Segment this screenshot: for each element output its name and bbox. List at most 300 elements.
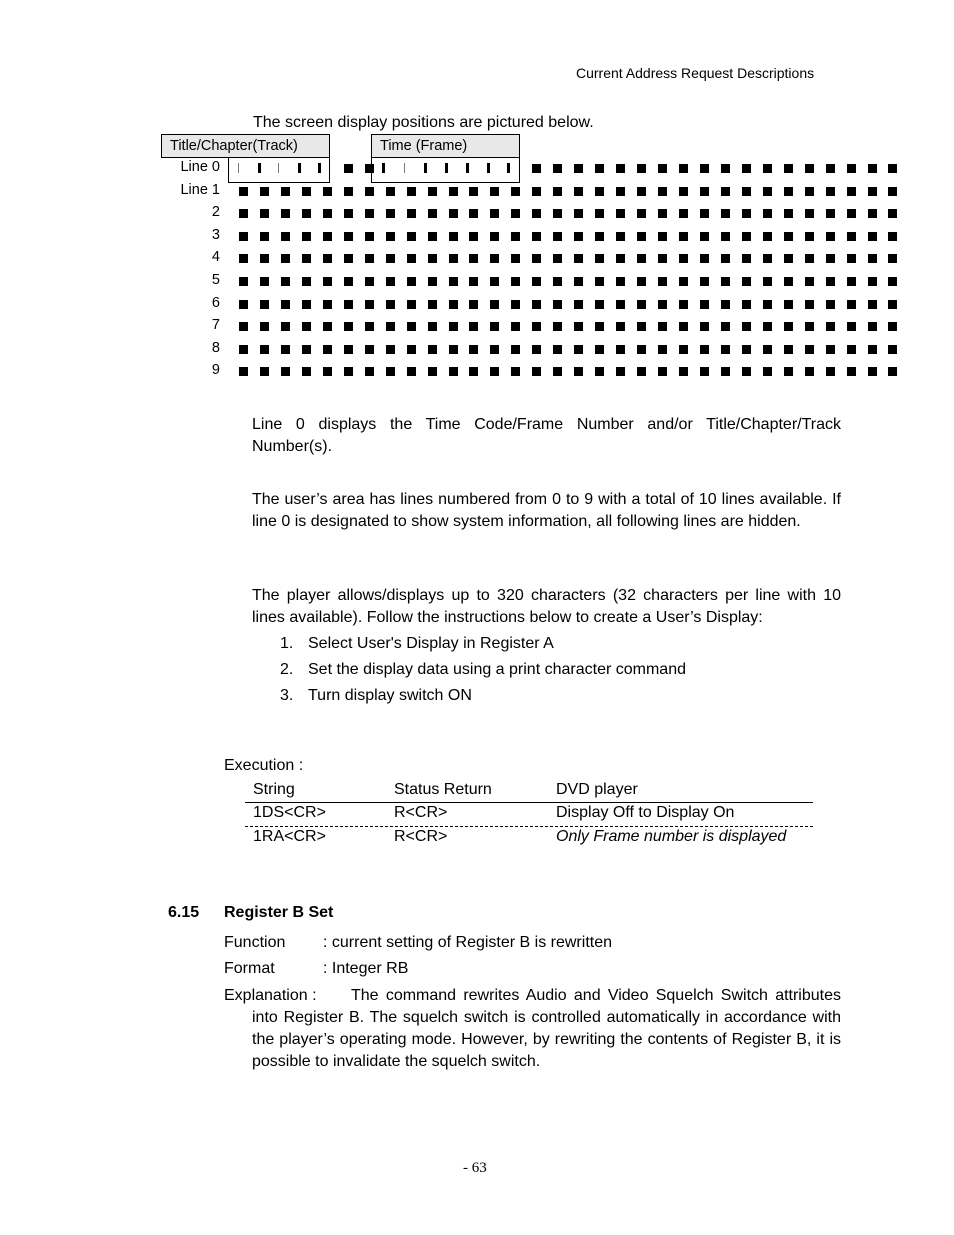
display-position: [490, 300, 499, 309]
info-cell-mark: [487, 163, 490, 173]
display-position: [428, 300, 437, 309]
display-position: [344, 187, 353, 196]
display-position: [469, 345, 478, 354]
display-position: [574, 300, 583, 309]
display-position: [260, 232, 269, 241]
display-position: [679, 209, 688, 218]
display-position: [511, 322, 520, 331]
format-value: : Integer RB: [323, 960, 409, 977]
display-position: [742, 367, 751, 376]
display-position: [700, 232, 709, 241]
display-position: [260, 209, 269, 218]
display-position: [428, 232, 437, 241]
display-position: [386, 345, 395, 354]
row-label: 8: [211, 339, 220, 356]
display-position: [700, 300, 709, 309]
display-position: [637, 164, 646, 173]
display-position: [344, 300, 353, 309]
display-position: [721, 367, 730, 376]
display-position: [616, 345, 625, 354]
info-cell-mark: [445, 163, 448, 173]
display-position: [805, 254, 814, 263]
display-position: [805, 322, 814, 331]
display-position: [407, 187, 416, 196]
table-cell: 1RA<CR>: [253, 828, 326, 845]
display-position: [784, 209, 793, 218]
display-position: [365, 322, 374, 331]
display-position: [239, 277, 248, 286]
display-position: [700, 277, 709, 286]
display-position: [490, 277, 499, 286]
display-position: [532, 209, 541, 218]
display-position: [428, 345, 437, 354]
display-position: [595, 187, 604, 196]
display-position: [637, 209, 646, 218]
display-position: [742, 345, 751, 354]
display-position: [323, 345, 332, 354]
display-position: [449, 322, 458, 331]
display-position: [847, 322, 856, 331]
display-position: [888, 232, 897, 241]
display-position: [344, 367, 353, 376]
display-position: [344, 345, 353, 354]
display-position: [407, 345, 416, 354]
display-position: [449, 187, 458, 196]
display-position: [344, 209, 353, 218]
display-position: [428, 277, 437, 286]
display-position: [553, 187, 562, 196]
display-position: [428, 322, 437, 331]
display-position: [553, 367, 562, 376]
display-position: [407, 322, 416, 331]
display-position: [469, 254, 478, 263]
time-frame-box-label: Time (Frame): [371, 134, 520, 158]
display-position: [281, 254, 290, 263]
display-position: [888, 164, 897, 173]
display-position: [469, 187, 478, 196]
display-position: [302, 254, 311, 263]
display-position: [721, 209, 730, 218]
display-position: [784, 254, 793, 263]
display-position: [302, 209, 311, 218]
column-header-status: Status Return: [394, 781, 492, 798]
display-position: [574, 164, 583, 173]
display-position: [847, 254, 856, 263]
display-position: [805, 367, 814, 376]
display-position: [763, 300, 772, 309]
display-position: [763, 345, 772, 354]
display-position: [763, 187, 772, 196]
display-position: [449, 254, 458, 263]
display-position: [763, 209, 772, 218]
display-position: [868, 209, 877, 218]
display-position: [868, 277, 877, 286]
display-position: [281, 322, 290, 331]
display-position: [553, 345, 562, 354]
display-position: [868, 300, 877, 309]
display-position: [386, 322, 395, 331]
title-chapter-box-label: Title/Chapter(Track): [161, 134, 330, 158]
table-cell: 1DS<CR>: [253, 804, 326, 821]
display-position: [658, 322, 667, 331]
display-position: [868, 164, 877, 173]
display-position: [721, 300, 730, 309]
display-position: [365, 367, 374, 376]
display-position: [721, 254, 730, 263]
display-position: [888, 345, 897, 354]
display-position: [826, 232, 835, 241]
display-position: [637, 300, 646, 309]
display-position: [323, 367, 332, 376]
display-position: [742, 300, 751, 309]
display-position: [407, 277, 416, 286]
function-value: : current setting of Register B is rewritten: [323, 934, 612, 951]
info-cell-mark: [404, 163, 405, 173]
display-position: [490, 367, 499, 376]
display-position: [616, 209, 625, 218]
display-position: [784, 187, 793, 196]
display-position: [679, 254, 688, 263]
display-position: [281, 345, 290, 354]
display-position: [658, 232, 667, 241]
display-position: [826, 345, 835, 354]
display-position: [532, 367, 541, 376]
row-label: Line 0: [180, 159, 220, 175]
display-position: [469, 322, 478, 331]
display-position: [344, 232, 353, 241]
screen-position-diagram: [0, 0, 954, 400]
display-position: [826, 209, 835, 218]
display-position: [868, 254, 877, 263]
display-position: [239, 209, 248, 218]
execution-label: Execution :: [224, 757, 304, 774]
display-position: [407, 367, 416, 376]
display-position: [365, 277, 374, 286]
display-position: [721, 232, 730, 241]
display-position: [281, 209, 290, 218]
row-label: 6: [211, 294, 220, 311]
display-position: [386, 232, 395, 241]
display-position: [302, 345, 311, 354]
display-position: [344, 164, 353, 173]
display-position: [805, 345, 814, 354]
column-header-dvd: DVD player: [556, 781, 638, 798]
display-position: [679, 345, 688, 354]
display-position: [407, 232, 416, 241]
section-number: 6.15: [168, 904, 200, 921]
display-position: [532, 300, 541, 309]
display-position: [784, 277, 793, 286]
display-position: [386, 187, 395, 196]
display-position: [490, 187, 499, 196]
display-position: [574, 277, 583, 286]
table-row-rule: [245, 826, 813, 827]
list-item: 1. Select User's Display in Register A: [280, 635, 554, 652]
display-position: [721, 345, 730, 354]
display-position: [553, 254, 562, 263]
display-position: [511, 345, 520, 354]
display-position: [511, 232, 520, 241]
display-position: [616, 277, 625, 286]
display-position: [616, 254, 625, 263]
display-position: [469, 277, 478, 286]
display-position: [532, 187, 541, 196]
display-position: [281, 277, 290, 286]
display-position: [658, 277, 667, 286]
display-position: [595, 345, 604, 354]
display-position: [239, 187, 248, 196]
info-cell-mark: [278, 163, 279, 173]
display-position: [763, 232, 772, 241]
display-position: [888, 367, 897, 376]
display-position: [281, 232, 290, 241]
row-label: 2: [211, 204, 220, 221]
display-position: [721, 322, 730, 331]
display-position: [553, 300, 562, 309]
display-position: [888, 209, 897, 218]
display-position: [239, 232, 248, 241]
display-position: [386, 277, 395, 286]
display-position: [616, 300, 625, 309]
display-position: [700, 209, 709, 218]
display-position: [742, 277, 751, 286]
row-label: 4: [211, 249, 220, 266]
display-position: [658, 300, 667, 309]
display-position: [595, 254, 604, 263]
row-label: 9: [211, 362, 220, 379]
display-position: [847, 367, 856, 376]
display-position: [511, 277, 520, 286]
row-label: 7: [211, 317, 220, 334]
display-position: [742, 322, 751, 331]
display-position: [847, 277, 856, 286]
display-position: [386, 209, 395, 218]
display-position: [532, 345, 541, 354]
display-position: [784, 322, 793, 331]
page-number: - 63: [463, 1160, 487, 1176]
display-position: [595, 367, 604, 376]
display-position: [637, 187, 646, 196]
display-position: [637, 367, 646, 376]
display-position: [637, 254, 646, 263]
display-position: [847, 164, 856, 173]
display-position: [595, 209, 604, 218]
display-position: [469, 367, 478, 376]
display-position: [784, 300, 793, 309]
display-position: [742, 232, 751, 241]
display-position: [532, 277, 541, 286]
display-position: [490, 254, 499, 263]
display-position: [658, 254, 667, 263]
display-position: [868, 187, 877, 196]
display-position: [281, 300, 290, 309]
display-position: [658, 187, 667, 196]
display-position: [449, 209, 458, 218]
display-position: [595, 232, 604, 241]
display-position: [365, 300, 374, 309]
display-position: [239, 254, 248, 263]
list-item: 2. Set the display data using a print character command: [280, 661, 686, 678]
display-position: [302, 187, 311, 196]
display-position: [868, 232, 877, 241]
display-position: [574, 345, 583, 354]
row-label: 5: [211, 272, 220, 288]
display-position: [302, 367, 311, 376]
display-position: [847, 300, 856, 309]
display-position: [826, 187, 835, 196]
display-position: [595, 322, 604, 331]
table-cell: Display Off to Display On: [556, 804, 735, 821]
display-position: [239, 300, 248, 309]
display-position: [511, 300, 520, 309]
display-position: [637, 277, 646, 286]
title-chapter-cells: [228, 157, 330, 183]
display-position: [595, 300, 604, 309]
display-position: [805, 300, 814, 309]
display-position: [574, 209, 583, 218]
display-position: [888, 300, 897, 309]
display-position: [365, 345, 374, 354]
display-position: [847, 232, 856, 241]
display-position: [386, 300, 395, 309]
display-position: [805, 232, 814, 241]
display-position: [469, 300, 478, 309]
display-position: [784, 232, 793, 241]
display-position: [679, 300, 688, 309]
display-position: [407, 209, 416, 218]
display-position: [679, 322, 688, 331]
display-position: [826, 277, 835, 286]
display-position: [344, 322, 353, 331]
display-position: [365, 209, 374, 218]
display-position: [742, 164, 751, 173]
display-position: [260, 300, 269, 309]
display-position: [449, 367, 458, 376]
display-position: [532, 322, 541, 331]
display-position: [490, 322, 499, 331]
display-position: [260, 322, 269, 331]
display-position: [721, 277, 730, 286]
display-position: [763, 367, 772, 376]
display-position: [595, 277, 604, 286]
display-position: [260, 367, 269, 376]
display-position: [532, 164, 541, 173]
list-item: 3. Turn display switch ON: [280, 687, 472, 704]
running-header: Current Address Request Descriptions: [576, 65, 815, 81]
display-position: [260, 345, 269, 354]
display-position: [407, 254, 416, 263]
display-position: [826, 254, 835, 263]
display-position: [511, 254, 520, 263]
display-position: [365, 254, 374, 263]
display-position: [323, 209, 332, 218]
display-position: [826, 300, 835, 309]
display-position: [428, 254, 437, 263]
display-position: [323, 187, 332, 196]
table-cell: Only Frame number is displayed: [556, 828, 787, 845]
display-position: [469, 232, 478, 241]
display-position: [721, 164, 730, 173]
display-position: [386, 254, 395, 263]
explanation-text: The command rewrites Audio and Video Squelch Switch attributes into Register B. The squelch switch is controlled automatically in accordance with the player’s operating mode. However, by rewriting the contents of Register B, it is possible to invalidate the squelch switch.: [252, 987, 841, 1070]
table-cell: R<CR>: [394, 828, 448, 845]
display-position: [721, 187, 730, 196]
display-position: [763, 322, 772, 331]
display-position: [826, 164, 835, 173]
display-position: [260, 254, 269, 263]
column-header-string: String: [253, 781, 295, 798]
section-title: Register B Set: [224, 904, 334, 921]
display-position: [637, 232, 646, 241]
display-position: [532, 232, 541, 241]
display-position: [888, 254, 897, 263]
display-position: [805, 209, 814, 218]
row-label: Line 1: [180, 181, 220, 198]
display-position: [679, 187, 688, 196]
display-position: [805, 277, 814, 286]
display-position: [302, 300, 311, 309]
function-label: Function: [224, 934, 286, 951]
display-position: [700, 322, 709, 331]
display-position: [616, 164, 625, 173]
display-position: [323, 254, 332, 263]
display-position: [888, 187, 897, 196]
display-position: [679, 367, 688, 376]
display-position: [553, 209, 562, 218]
diagram-intro: The screen display positions are pictured below.: [253, 114, 594, 131]
display-position: [260, 187, 269, 196]
info-cell-mark: [382, 163, 385, 173]
display-position: [511, 367, 520, 376]
display-position: [888, 277, 897, 286]
display-position: [449, 232, 458, 241]
display-position: [239, 345, 248, 354]
display-position: [763, 164, 772, 173]
display-position: [637, 322, 646, 331]
display-position: [847, 345, 856, 354]
display-position: [469, 209, 478, 218]
display-position: [595, 164, 604, 173]
display-position: [553, 322, 562, 331]
display-position: [784, 164, 793, 173]
display-position: [574, 254, 583, 263]
display-position: [365, 232, 374, 241]
display-position: [239, 322, 248, 331]
display-position: [365, 164, 374, 173]
display-position: [302, 277, 311, 286]
display-position: [553, 277, 562, 286]
display-position: [323, 300, 332, 309]
display-position: [868, 345, 877, 354]
display-position: [868, 367, 877, 376]
info-cell-mark: [424, 163, 427, 173]
display-position: [449, 277, 458, 286]
display-position: [323, 232, 332, 241]
display-position: [407, 300, 416, 309]
display-position: [700, 367, 709, 376]
paragraph-user-display: The player allows/displays up to 320 characters (32 characters per line with 10 lines available). Follow the instructions below to create a User’s Display:: [252, 587, 841, 626]
display-position: [847, 187, 856, 196]
table-header-rule: [245, 802, 813, 803]
display-position: [574, 367, 583, 376]
display-position: [658, 164, 667, 173]
display-position: [826, 322, 835, 331]
display-position: [490, 209, 499, 218]
display-position: [428, 367, 437, 376]
display-position: [679, 164, 688, 173]
display-position: [784, 345, 793, 354]
display-position: [700, 187, 709, 196]
